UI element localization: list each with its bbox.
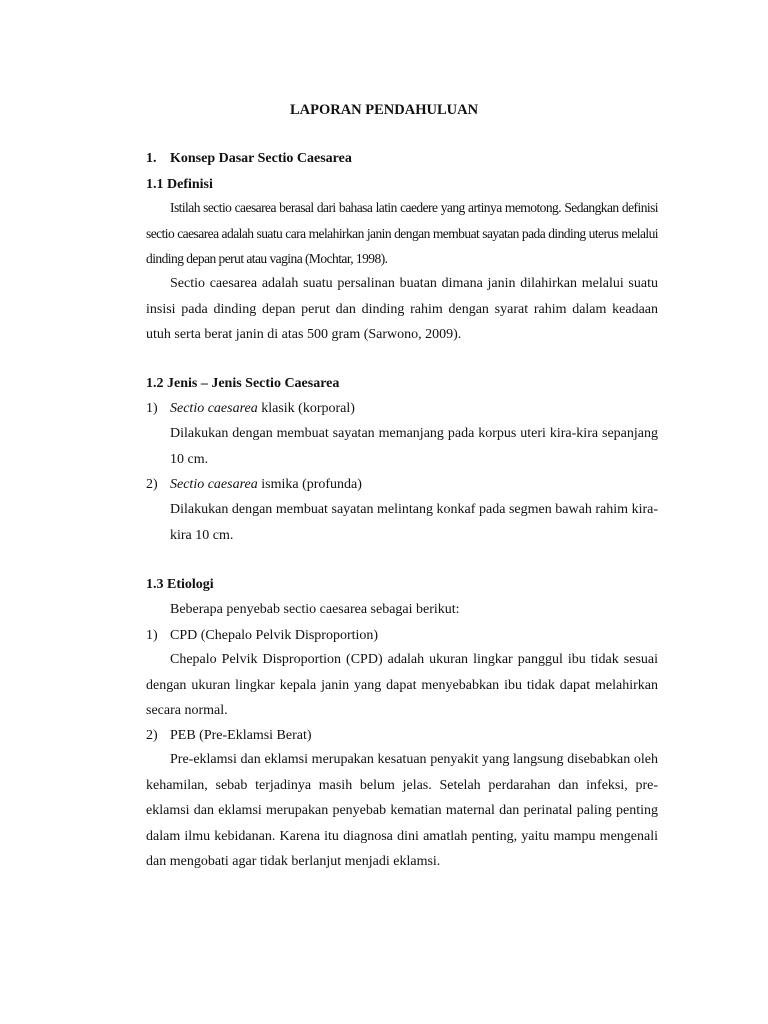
list-item-jenis-2	[146, 477, 362, 493]
list-item-desc-jenis-2: Dilakukan dengan membuat sayatan melintang konkaf pada segmen bawah rahim kira-kira 10 cm.	[170, 502, 658, 543]
list-item-number: 2)	[146, 728, 158, 743]
subheading-etiologi: 1.3 Etiologi	[146, 577, 214, 592]
document-title: LAPORAN PENDAHULUAN	[289, 102, 479, 118]
list-item-term: Sectio caesarea	[170, 477, 258, 492]
section-number: 1.	[146, 151, 157, 166]
list-item-number: 2)	[146, 477, 158, 492]
list-item-desc-etiologi-1: Chepalo Pelvik Disproportion (CPD) adalah ukuran lingkar panggul ibu tidak sesuai dengan ukuran lingkar kepala janin yang dapat menyebabkan ibu tidak dapat melahirkan secara normal.	[146, 652, 658, 718]
paragraph-definisi-2: Sectio caesarea adalah suatu persalinan buatan dimana janin dilahirkan melalui suatu insisi pada dinding depan perut dan dinding rahim dengan syarat rahim dalam keadaan utuh serta berat janin di atas 500 gram (Sarwono, 2009).	[146, 276, 658, 342]
list-item-label: ismika (profunda)	[257, 477, 362, 492]
list-item-number: 1)	[146, 628, 158, 643]
list-item-term: Sectio caesarea	[170, 401, 258, 416]
list-item-label: PEB (Pre-Eklamsi Berat)	[170, 728, 312, 743]
list-item-etiologi-2	[146, 728, 312, 744]
list-item-label: CPD (Chepalo Pelvik Disproportion)	[170, 628, 379, 643]
section-heading-konsep-dasar	[146, 151, 352, 167]
subheading-jenis: 1.2 Jenis – Jenis Sectio Caesarea	[146, 376, 340, 391]
paragraph-definisi-1: Istilah sectio caesarea berasal dari bahasa latin caedere yang artinya memotong. Sedangkan definisi sectio caesarea adalah suatu cara melahirkan janin dengan membuat sayatan pada dinding uterus melalui dinding depan perut atau vagina (Mochtar, 1998).	[146, 200, 658, 266]
list-item-desc-etiologi-2: Pre-eklamsi dan eklamsi merupakan kesatuan penyakit yang langsung disebabkan oleh kehamilan, sebab terjadinya masih belum jelas. Setelah perdarahan dan infeksi, pre-eklamsi dan eklamsi merupakan penyebab kematian maternal dan perinatal paling penting dalam ilmu kebidanan. Karena itu diagnosa dini amatlah penting, yaitu mampu mengenali dan mengobati agar tidak berlanjut menjadi eklamsi.	[146, 752, 658, 869]
list-item-label: klasik (korporal)	[257, 401, 355, 416]
list-item-etiologi-1	[146, 628, 378, 644]
subheading-definisi: 1.1 Definisi	[146, 177, 213, 192]
section-heading-text: Konsep Dasar Sectio Caesarea	[170, 151, 352, 166]
paragraph-etiologi-intro: Beberapa penyebab sectio caesarea sebagai berikut:	[170, 602, 460, 617]
list-item-jenis-1	[146, 401, 355, 417]
list-item-number: 1)	[146, 401, 158, 416]
list-item-desc-jenis-1: Dilakukan dengan membuat sayatan memanjang pada korpus uteri kira-kira sepanjang 10 cm.	[170, 426, 658, 467]
